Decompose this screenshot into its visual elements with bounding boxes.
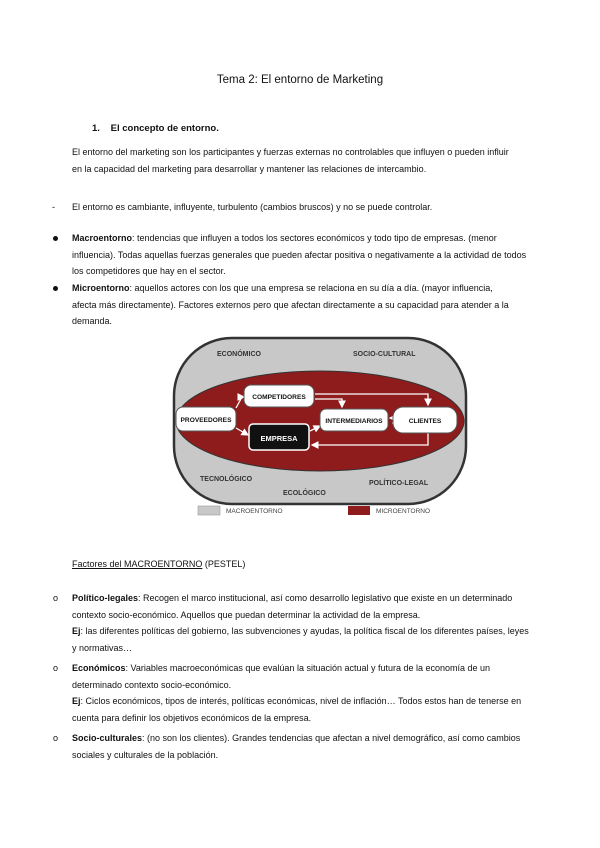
politico-ej-text: : las diferentes políticas del gobierno, las subvenciones y ayudas, la política fiscal de los diferentes países, leyes y normativas…	[72, 626, 529, 653]
dash-marker: -	[52, 202, 55, 212]
bullet-dot	[53, 236, 58, 241]
legend-label-micro: MICROENTORNO	[376, 508, 431, 515]
macro-term: Macroentorno	[72, 233, 133, 243]
economicos-ej-label: Ej	[72, 696, 81, 706]
list-marker: o	[53, 733, 59, 743]
economicos-term: Económicos	[72, 663, 126, 673]
factors-heading-prefix: Factores del	[72, 559, 125, 569]
section-heading	[92, 123, 219, 134]
politico-term: Político-legales	[72, 593, 139, 603]
factor-politico	[72, 590, 530, 656]
micro-text: : aquellos actores con los que una empresa se relaciona en su día a día. (mayor influencia, afecta más directamente). Factores externos pero que afectan directamente a su capacidad para atender a la demanda.	[72, 283, 509, 326]
dash-item: El entorno es cambiante, influyente, turbulento (cambios bruscos) y no se puede controlar.	[72, 202, 433, 212]
page-title: Tema 2: El entorno de Marketing	[216, 74, 384, 86]
macro-text: : tendencias que influyen a todos los sectores económicos y todo tipo de empresas. (menor influencia). Todas aquellas fuerzas generales que pueden afectar positiva o negativamente a la actividad de todos los competidores que hay en el sector.	[72, 233, 527, 276]
micro-term: Microentorno	[72, 283, 130, 293]
socio-text: : (no son los clientes). Grandes tendencias que afectan a nivel demográfico, así como cambios sociales y culturales de la población.	[72, 733, 521, 760]
legend-swatch-micro	[348, 506, 370, 515]
list-marker: o	[53, 663, 59, 673]
economicos-ej-text: : Ciclos económicos, tipos de interés, políticas económicas, nivel de inflación… Todos estos han de tenerse en cuenta para definir los objetivos económicos de la empresa.	[72, 696, 522, 723]
text-competidores: COMPETIDORES	[252, 394, 306, 401]
section-number: 1.	[92, 123, 100, 134]
label-sociocultural: SOCIO-CULTURAL	[353, 351, 416, 358]
label-politico: POLÍTICO-LEGAL	[369, 480, 429, 487]
legend-label-macro: MACROENTORNO	[226, 508, 283, 515]
micro-bullet	[72, 280, 512, 330]
text-empresa: EMPRESA	[260, 434, 298, 443]
section-title: El concepto de entorno.	[110, 123, 219, 134]
factors-heading-highlight: MACROENTORNO	[124, 559, 203, 569]
factor-economicos	[72, 660, 530, 726]
entorno-diagram	[170, 335, 470, 521]
legend-swatch-macro	[198, 506, 220, 515]
politico-text: : Recogen el marco institucional, así como desarrollo legislativo que existe en un determinado contexto socio-económico. Aquellos que puedan determinar la actividad de la empresa.	[72, 593, 513, 620]
politico-ej-label: Ej	[72, 626, 81, 636]
socio-term: Socio-culturales	[72, 733, 143, 743]
text-clientes: CLIENTES	[408, 418, 442, 425]
label-ecologico: ECOLÓGICO	[283, 490, 326, 497]
label-economico: ECONÓMICO	[217, 351, 261, 358]
macro-bullet	[72, 230, 532, 280]
text-intermediarios: INTERMEDIARIOS	[325, 418, 383, 425]
label-tecnologico: TECNOLÓGICO	[200, 476, 253, 483]
text-proveedores: PROVEEDORES	[180, 417, 232, 424]
list-marker: o	[53, 593, 59, 603]
intro-paragraph: El entorno del marketing son los participantes y fuerzas externas no controlables que influyen o pueden influir en la capacidad del marketing para desarrollar y mantener las relaciones de intercambio.	[72, 147, 509, 174]
economicos-text: : Variables macroeconómicas que evalúan la situación actual y futura de la economía de un determinado contexto socio-económico.	[72, 663, 491, 690]
bullet-dot	[53, 286, 58, 291]
factor-socio	[72, 730, 530, 763]
factors-heading-suffix: (PESTEL)	[202, 559, 246, 569]
factors-heading	[72, 556, 372, 573]
